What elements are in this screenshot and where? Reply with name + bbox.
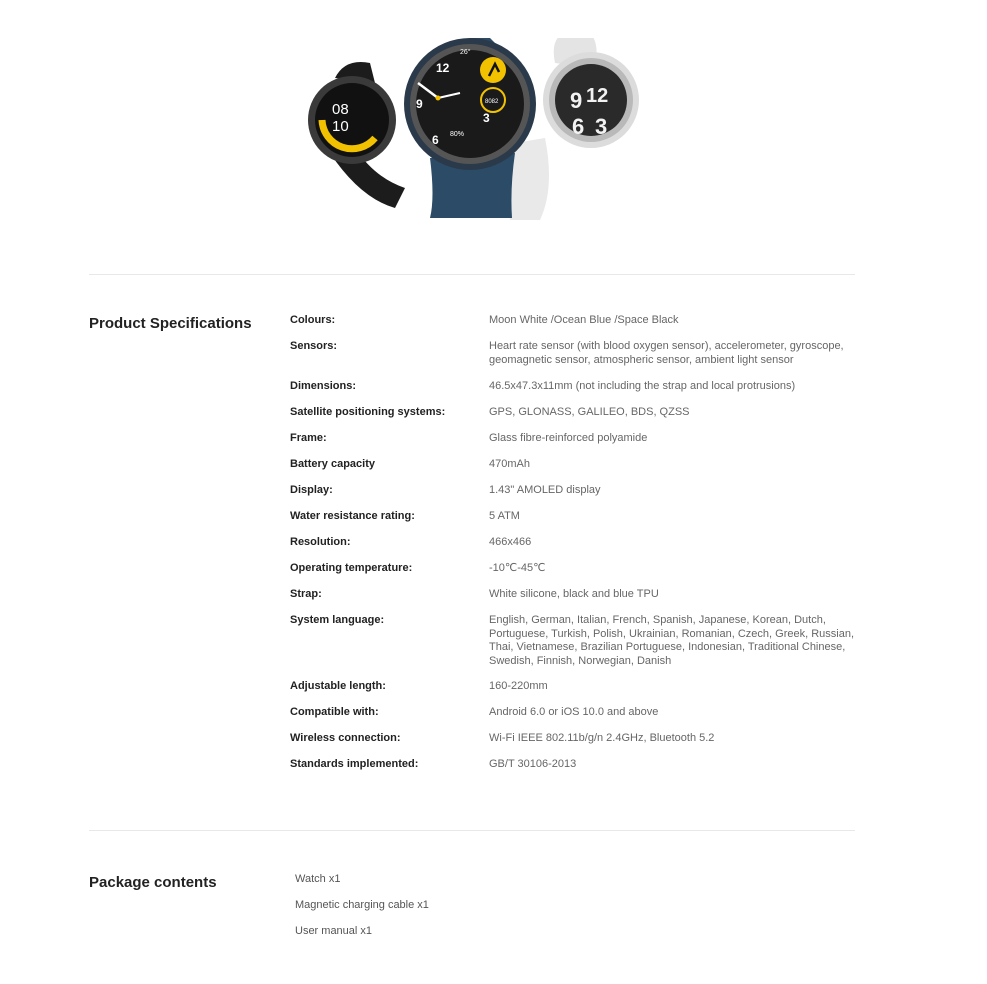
watch-center-steps: 8082 bbox=[485, 99, 499, 105]
watch-left-time: 10 bbox=[332, 118, 349, 135]
spec-label-sensors: Sensors: bbox=[290, 340, 338, 352]
watch-right-number: 12 bbox=[586, 85, 609, 107]
spec-value-battery-capacity: 470mAh bbox=[489, 458, 530, 470]
spec-label-standards-implemented: Standards implemented: bbox=[290, 758, 419, 770]
spec-value-compatible-with: Android 6.0 or iOS 10.0 and above bbox=[489, 706, 659, 718]
watch-right-number: 9 bbox=[570, 88, 583, 113]
spec-label-compatible-with: Compatible with: bbox=[290, 706, 379, 718]
watch-center-number: 12 bbox=[436, 61, 450, 75]
spec-label-strap: Strap: bbox=[290, 588, 322, 600]
spec-label-adjustable-length: Adjustable length: bbox=[290, 680, 386, 692]
watch-center-number: 9 bbox=[416, 97, 423, 111]
section-divider bbox=[89, 274, 855, 275]
spec-value-standards-implemented: GB/T 30106-2013 bbox=[489, 758, 577, 770]
spec-label-water-resistance: Water resistance rating: bbox=[290, 510, 415, 522]
spec-label-satellite-positioning: Satellite positioning systems: bbox=[290, 406, 446, 418]
spec-label-battery-capacity: Battery capacity bbox=[290, 458, 375, 470]
package-item: Watch x1 bbox=[295, 873, 341, 885]
watch-left-time: 08 bbox=[332, 101, 349, 118]
spec-label-operating-temperature: Operating temperature: bbox=[290, 562, 413, 574]
watch-center-number: 6 bbox=[432, 133, 439, 147]
spec-label-resolution: Resolution: bbox=[290, 536, 351, 548]
spec-value-frame: Glass fibre-reinforced polyamide bbox=[489, 432, 648, 444]
package-item: User manual x1 bbox=[295, 925, 373, 937]
spec-label-system-language: System language: bbox=[290, 614, 385, 626]
watch-space-black bbox=[308, 62, 405, 208]
spec-label-display: Display: bbox=[290, 484, 333, 496]
spec-value-adjustable-length: 160-220mm bbox=[489, 680, 548, 692]
spec-label-frame: Frame: bbox=[290, 432, 327, 444]
section-divider bbox=[89, 830, 855, 831]
spec-label-colours: Colours: bbox=[290, 314, 336, 326]
spec-value-sensors: Heart rate sensor (with blood oxygen sensor), accelerometer, gyroscope, geomagnetic sensor, atmospheric sensor, ambient light sensor bbox=[489, 340, 844, 366]
spec-value-strap: White silicone, black and blue TPU bbox=[489, 588, 659, 600]
specs-section-title: Product Specifications bbox=[89, 315, 252, 332]
spec-value-colours: Moon White /Ocean Blue /Space Black bbox=[489, 314, 679, 326]
watch-center-battery: 80% bbox=[450, 131, 465, 138]
watch-right-number: 6 bbox=[572, 114, 585, 139]
spec-label-wireless-connection: Wireless connection: bbox=[290, 732, 401, 744]
spec-value-display: 1.43" AMOLED display bbox=[489, 484, 601, 496]
spec-label-dimensions: Dimensions: bbox=[290, 380, 357, 392]
package-section-title: Package contents bbox=[89, 874, 217, 891]
spec-value-satellite-positioning: GPS, GLONASS, GALILEO, BDS, QZSS bbox=[489, 406, 690, 418]
spec-value-water-resistance: 5 ATM bbox=[489, 510, 520, 522]
watch-center-temp: 26° bbox=[460, 49, 471, 56]
package-item: Magnetic charging cable x1 bbox=[295, 899, 429, 911]
spec-value-system-language: English, German, Italian, French, Spanish, Japanese, Korean, Dutch, Portuguese, Turkish, Polish, Ukrainian, Romanian, Czech, Greek, Russian, Thai, Vietnamese, Brazilian Portuguese, Indonesian, Traditional Chinese, Swedish, Finnish, Norwegian, Danish bbox=[489, 614, 854, 667]
spec-value-operating-temperature: -10℃-45℃ bbox=[489, 562, 546, 574]
watch-center-number: 3 bbox=[483, 111, 490, 125]
spec-value-wireless-connection: Wi-Fi IEEE 802.11b/g/n 2.4GHz, Bluetooth 5.2 bbox=[489, 732, 715, 744]
product-hero-image bbox=[300, 38, 640, 220]
watch-right-number: 3 bbox=[595, 114, 608, 139]
spec-value-resolution: 466x466 bbox=[489, 536, 532, 548]
spec-value-dimensions: 46.5x47.3x11mm (not including the strap and local protrusions) bbox=[489, 380, 796, 392]
